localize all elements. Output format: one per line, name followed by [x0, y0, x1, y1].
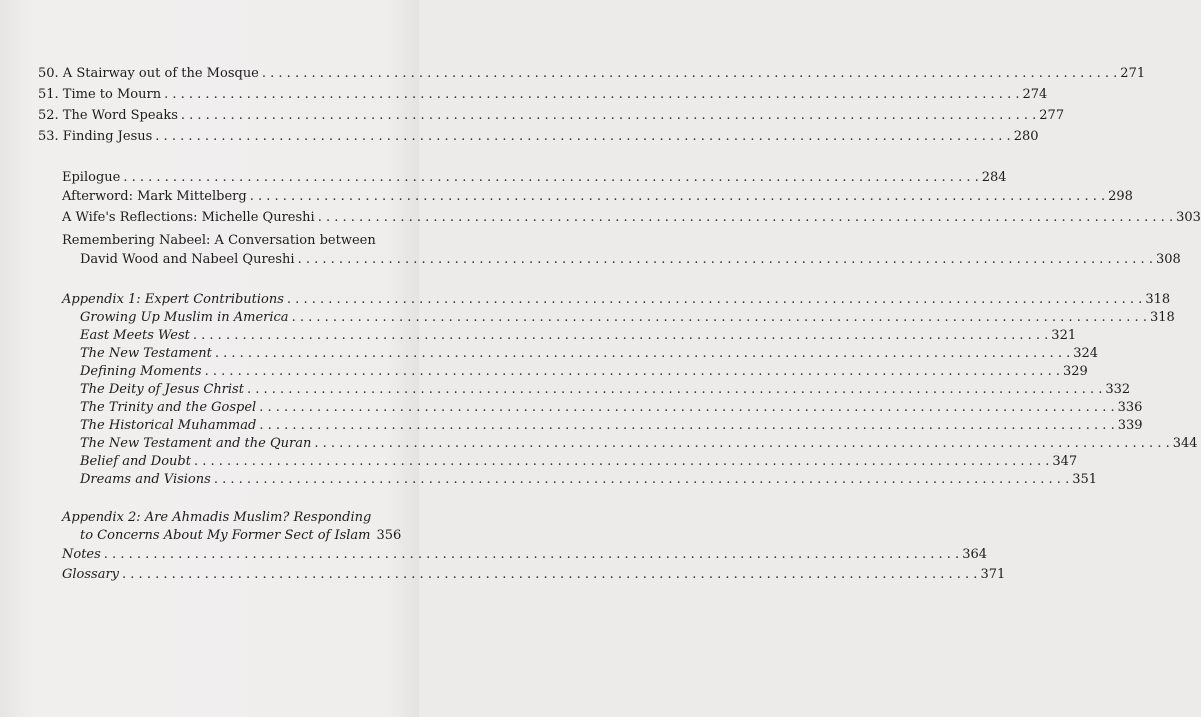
- toc-entry-title: The Deity of Jesus Christ: [80, 382, 244, 397]
- toc-entry-appendix-item: [80, 454, 1078, 470]
- leader-dots: [215, 346, 1070, 362]
- toc-entry-page: 277: [1039, 108, 1065, 123]
- toc-entry-appendix-item: [80, 472, 1098, 488]
- toc-entry-chapter-52: [38, 108, 1065, 124]
- toc-entry-title: The New Testament: [80, 346, 212, 361]
- toc-entry-title: 51. Time to Mourn: [38, 87, 162, 102]
- toc-entry-title: The New Testament and the Quran: [80, 436, 312, 451]
- toc-entry-page: 332: [1105, 382, 1131, 397]
- toc-entry-page: 318: [1145, 292, 1171, 307]
- toc-entry-chapter-53: [38, 129, 1039, 145]
- toc-entry-title: Belief and Doubt: [80, 454, 191, 469]
- leader-dots: [247, 382, 1102, 398]
- leader-dots: [123, 170, 978, 186]
- toc-entry-page: 329: [1062, 364, 1088, 379]
- toc-entry-title: East Meets West: [80, 328, 190, 343]
- leader-dots: [314, 436, 1169, 452]
- toc-entry-chapter-50: [38, 66, 1146, 82]
- toc-entry-title: David Wood and Nabeel Qureshi: [80, 252, 295, 267]
- toc-entry-notes: [62, 547, 988, 563]
- toc-entry-title: Glossary: [62, 567, 120, 582]
- leader-dots: [287, 292, 1142, 308]
- toc-entry-appendix-item: [80, 364, 1088, 380]
- leader-dots: [155, 129, 1010, 145]
- toc-entry-appendix-1: [62, 292, 1171, 308]
- leader-dots: [164, 87, 1019, 103]
- toc-entry-title: 50. A Stairway out of the Mosque: [38, 66, 259, 81]
- toc-entry-title: Notes: [62, 547, 101, 562]
- toc-entry-appendix-2-line2: [80, 528, 402, 544]
- toc-entry-page: 324: [1073, 346, 1099, 361]
- leader-dots: [298, 252, 1153, 268]
- toc-entry-page: 271: [1120, 66, 1146, 81]
- leader-dots: [318, 210, 1173, 226]
- toc-entry-title: 53. Finding Jesus: [38, 129, 153, 144]
- toc-entry-title: Appendix 1: Expert Contributions: [62, 292, 284, 307]
- toc-entry-page: 364: [962, 547, 988, 562]
- leader-dots: [262, 66, 1117, 82]
- toc-entry-appendix-item: [80, 382, 1131, 398]
- leader-dots: [214, 472, 1069, 488]
- toc-entry-appendix-item: [80, 436, 1198, 452]
- toc-entry-title: The Trinity and the Gospel: [80, 400, 257, 415]
- toc-entry-appendix-item: [80, 418, 1143, 434]
- leader-dots: [194, 454, 1049, 470]
- toc-entry-page: 321: [1051, 328, 1077, 343]
- toc-entry-page: 298: [1108, 189, 1133, 204]
- leader-dots: [104, 547, 959, 563]
- toc-entry-title: Dreams and Visions: [80, 472, 211, 487]
- leader-dots: [292, 310, 1147, 326]
- toc-entry-appendix-item: [80, 310, 1175, 326]
- toc-entry-title: Defining Moments: [80, 364, 202, 379]
- leader-dots: [250, 189, 1105, 205]
- leader-dots: [259, 418, 1114, 434]
- toc-entry-title: Epilogue: [62, 170, 121, 185]
- toc-entry-title: A Wife's Reflections: Michelle Qureshi: [62, 210, 315, 225]
- toc-entry-page: 274: [1022, 87, 1048, 102]
- leader-dots: [205, 364, 1060, 380]
- toc-entry-chapter-51: [38, 87, 1048, 103]
- toc-entry-epilogue: [62, 170, 1007, 186]
- leader-dots: [122, 567, 977, 583]
- toc-entry-appendix-item: [80, 346, 1099, 362]
- toc-entry-page: 351: [1072, 472, 1098, 487]
- toc-entry-page: 284: [981, 170, 1007, 185]
- toc-entry-remembering-line1: Remembering Nabeel: A Conversation between: [62, 233, 376, 248]
- toc-entry-appendix-item: [80, 328, 1077, 344]
- toc-entry-title: 52. The Word Speaks: [38, 108, 178, 123]
- toc-entry-page: 303: [1176, 210, 1201, 225]
- toc-entry-remembering-line2: [80, 252, 1181, 268]
- toc-entry-page: 347: [1052, 454, 1078, 469]
- toc-entry-page: 371: [980, 567, 1006, 582]
- leader-dots: [193, 328, 1048, 344]
- toc-entry-page: 308: [1155, 252, 1181, 267]
- toc-entry-glossary: [62, 567, 1006, 583]
- toc-entry-page: 344: [1172, 436, 1198, 451]
- toc-entry-title: Growing Up Muslim in America: [80, 310, 289, 325]
- toc-entry-appendix-2-line1: Appendix 2: Are Ahmadis Muslim? Responding: [62, 510, 372, 525]
- toc-entry-page: 336: [1117, 400, 1143, 415]
- toc-entry-title: to Concerns About My Former Sect of Islam: [80, 528, 371, 543]
- toc-entry-afterword: [62, 189, 1133, 205]
- toc-entry-page: 339: [1117, 418, 1143, 433]
- leader-dots: [259, 400, 1114, 416]
- toc-entry-wifes-reflections: [62, 210, 1201, 226]
- toc-entry-page: 280: [1013, 129, 1039, 144]
- toc-entry-page: 356: [376, 528, 402, 543]
- toc-entry-title: Afterword: Mark Mittelberg: [62, 189, 247, 204]
- toc-entry-page: 318: [1149, 310, 1175, 325]
- toc-entry-title: The Historical Muhammad: [80, 418, 257, 433]
- toc-entry-appendix-item: [80, 400, 1143, 416]
- leader-dots: [181, 108, 1036, 124]
